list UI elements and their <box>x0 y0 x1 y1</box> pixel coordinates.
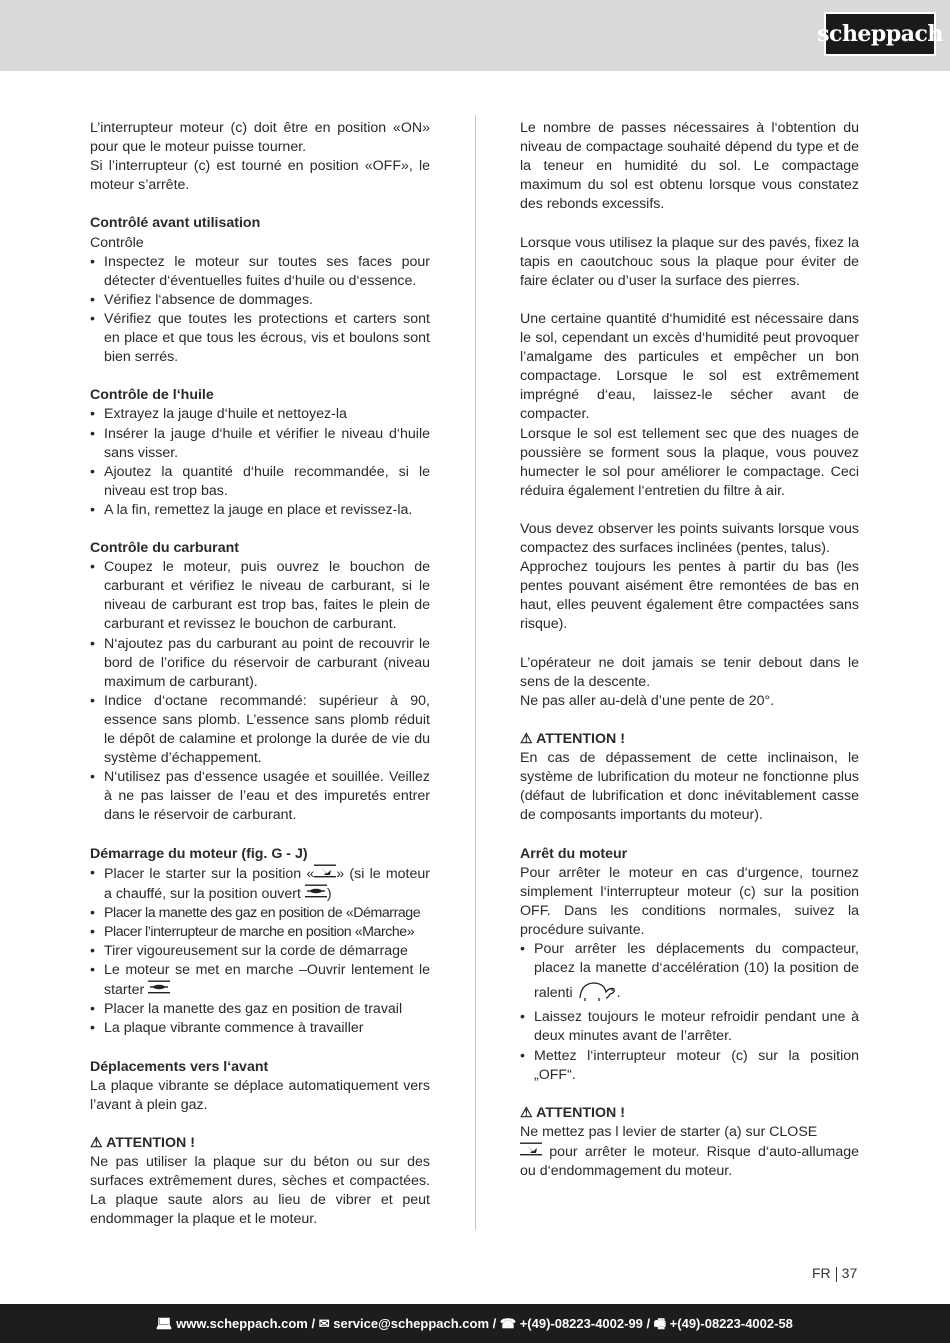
attention-text <box>520 1123 859 1181</box>
slopes-paragraph: Vous devez observer les points suivants lorsque vous compactez des surfaces inclinées (pentes, talus). <box>520 520 859 557</box>
stop-heading: Arrêt du moteur <box>520 845 628 862</box>
list-item: • Placer la manette des gaz en position de travail <box>90 1000 430 1019</box>
operator-paragraph: L’opérateur ne doit jamais se tenir debout dans le sens de la descente. <box>520 654 859 690</box>
phone-number: +(49)-08223-4002-99 <box>519 1316 643 1331</box>
pavers-paragraph: Lorsque vous utilisez la plaque sur des pavés, fixez la tapis en caoutchouc sous la plaque pour éviter de faire éclater ou d’user la surface des pierres. <box>520 234 859 289</box>
column-divider <box>475 115 476 1230</box>
list-item: • Extrayez la jauge d‘huile et nettoyez-la <box>90 405 430 424</box>
fax-number: +(49)-08223-4002-58 <box>669 1316 793 1331</box>
stop-list <box>520 940 859 1085</box>
choke-text-a: Placer le starter sur la position « <box>104 865 315 882</box>
list-item <box>90 864 430 904</box>
computer-icon: 💻︎ <box>156 1316 173 1331</box>
attention-heading: ⚠ ATTENTION ! <box>520 1104 625 1121</box>
email-link[interactable]: service@scheppach.com <box>333 1316 490 1331</box>
attention-text: Ne pas utiliser la plaque sur du béton ou sur des surfaces extrêmement dures, sèches et compactées. La plaque saute alors au lieu de vibrer et peut endommager la plaque et le moteur. <box>90 1154 430 1228</box>
stop-text: Pour arrêter le moteur en cas d‘urgence, tournez simplement l‘interrupteur moteur (c) sur la position OFF. Dans les conditions normales, suivez la procédure suivante. <box>520 864 859 938</box>
page-header <box>0 0 950 71</box>
check-subtitle: Contrôle <box>90 234 144 251</box>
list-item: • Coupez le moteur, puis ouvrez le bouchon de carburant et vérifiez le niveau de carburant, si le niveau de carburant est trop bas, faites le plein de carburant et revissez le bouchon de carburant. <box>90 558 430 634</box>
idle-text: Pour arrêter les déplacements du compacteur, placez la manette d‘accélération (10) la position de ralenti <box>534 941 859 1002</box>
intro-paragraph-2: Si l’interrupteur (c) est tourné en position «OFF», le moteur s’arrête. <box>90 158 430 194</box>
left-column <box>90 119 430 1229</box>
choke-open-icon <box>305 884 327 904</box>
idle-text-end: . <box>616 985 621 1002</box>
list-item: • Ajoutez la quantité d‘huile recommandée, si le niveau est trop bas. <box>90 463 430 501</box>
fax-icon: 🖷︎ <box>653 1316 667 1331</box>
attention-text-a: Ne mettez pas l levier de starter (a) sur CLOSE <box>520 1123 818 1140</box>
page-language: FR <box>812 1265 831 1281</box>
list-item <box>90 961 430 1000</box>
website-link[interactable]: www.scheppach.com <box>176 1316 308 1331</box>
phone-icon: ☎︎ <box>499 1316 517 1331</box>
page-number <box>812 1265 857 1282</box>
passes-paragraph: Le nombre de passes nécessaires à l‘obtention du niveau de compactage souhaité dépend du type et de la teneur en humidité du sol. Le compactage maximum du sol est obtenu lorsque vous constatez des rebonds excessifs. <box>520 120 859 213</box>
mail-icon: ✉︎ <box>318 1316 330 1331</box>
list-item <box>520 940 859 1008</box>
turtle-icon <box>577 978 617 1008</box>
list-item: • Mettez l‘interrupteur moteur (c) sur la position „OFF“. <box>520 1047 859 1085</box>
choke-closed-icon <box>520 1142 542 1162</box>
approach-paragraph: Approchez toujours les pentes à partir du bas (les pentes pouvant aisément être remontées de bas en haut, elles peuvent également être compactées sans risque). <box>520 559 859 633</box>
list-item: • Placer l’interrupteur de marche en position «Marche» <box>90 923 430 942</box>
start-heading: Démarrage du moteur (fig. G - J) <box>90 845 308 862</box>
list-item: • N‘ajoutez pas du carburant au point de recouvrir le bord de l’orifice du réservoir de carburant (niveau maximum de carburant). <box>90 635 430 692</box>
forward-heading: Déplacements vers l‘avant <box>90 1058 269 1075</box>
check-heading: Contrôlé avant utilisation <box>90 215 261 232</box>
running-text: Le moteur se met en marche –Ouvrir lentement le starter <box>104 962 430 999</box>
list-item: • Laissez toujours le moteur refroidir pendant une à deux minutes avant de l’arrêter. <box>520 1008 859 1046</box>
oil-list <box>90 405 430 520</box>
list-item: • Vérifiez que toutes les protections et carters sont en place et que tous les écrous, vis et boulons sont bien serrés. <box>90 310 430 367</box>
list-item: • Placer la manette des gaz en position de «Démarrage <box>90 904 430 923</box>
list-item: • A la fin, remettez la jauge en place et revissez-la. <box>90 501 430 520</box>
attention-heading: ⚠ ATTENTION ! <box>90 1134 195 1151</box>
check-list <box>90 253 430 368</box>
choke-text-b: » (si le moteur a chauffé, sur la position ouvert <box>104 865 430 902</box>
start-list <box>90 864 430 1039</box>
list-item: • Insérer la jauge d‘huile et vérifier le niveau d‘huile sans visser. <box>90 425 430 463</box>
humidity-paragraph: Une certaine quantité d‘humidité est nécessaire dans le sol, cependant un excès d‘humidité peut provoquer l’amalgame des particules et empêcher un bon compactage. Lorsque le sol est extrêmement imprégné d‘eau, laissez-le sécher avant de compacter. <box>520 310 859 423</box>
page-number-value: 37 <box>841 1265 858 1281</box>
choke-text-c: ) <box>326 885 332 902</box>
right-column <box>520 119 859 1181</box>
list-item: • Tirer vigoureusement sur la corde de démarrage <box>90 942 430 961</box>
oil-heading: Contrôle de l‘huile <box>90 387 214 404</box>
footer-contact-line: 💻︎ www.scheppach.com / ✉︎ service@scheppach.com / ☎︎ +(49)-08223-4002-99 / 🖷︎ +(49)-08223-4002-58 <box>156 1316 793 1331</box>
list-item: • Inspectez le moteur sur toutes ses faces pour détecter d‘éventuelles fuites d‘huile ou d‘essence. <box>90 253 430 291</box>
page-footer <box>0 1304 950 1343</box>
list-item: • Indice d‘octane recommandé: supérieur à 90, essence sans plomb. L’essence sans plomb réduit le dépôt de calamine et prolonge la durée de vie du système d’échappement. <box>90 692 430 768</box>
intro-paragraph-1: L’interrupteur moteur (c) doit être en position «ON» pour que le moteur puisse tourner. <box>90 120 430 156</box>
dry-soil-paragraph: Lorsque le sol est tellement sec que des nuages de poussière se forment sous la plaque, vous pouvez humecter le sol pour améliorer le compactage. Ceci réduira également l‘entretien du filtre à air. <box>520 425 859 499</box>
fuel-list <box>90 558 430 825</box>
choke-open-icon <box>148 980 170 1000</box>
list-item: • Vérifiez l‘absence de dommages. <box>90 291 430 310</box>
forward-text: La plaque vibrante se déplace automatiquement vers l’avant à plein gaz. <box>90 1077 430 1113</box>
list-item: • N‘utilisez pas d‘essence usagée et souillée. Veillez à ne pas laisser de l’eau et des impuretés entrer dans le réservoir de carburant. <box>90 768 430 825</box>
list-item: • La plaque vibrante commence à travailler <box>90 1019 430 1038</box>
choke-closed-icon <box>314 864 336 884</box>
attention-heading: ⚠ ATTENTION ! <box>520 731 625 747</box>
slope-limit-paragraph: Ne pas aller au-delà d’une pente de 20°. <box>520 692 775 709</box>
scheppach-logo: scheppach <box>824 12 936 56</box>
attention-text-b: pour arrêter le moteur. Risque d‘auto-allumage ou d‘endommagement du moteur. <box>520 1143 859 1180</box>
attention-text: En cas de dépassement de cette inclinaison, le système de lubrification du moteur ne fonctionne plus (défaut de lubrification et donc inévitablement casse de composants importants du moteur). <box>520 750 859 824</box>
fuel-heading: Contrôle du carburant <box>90 540 239 557</box>
